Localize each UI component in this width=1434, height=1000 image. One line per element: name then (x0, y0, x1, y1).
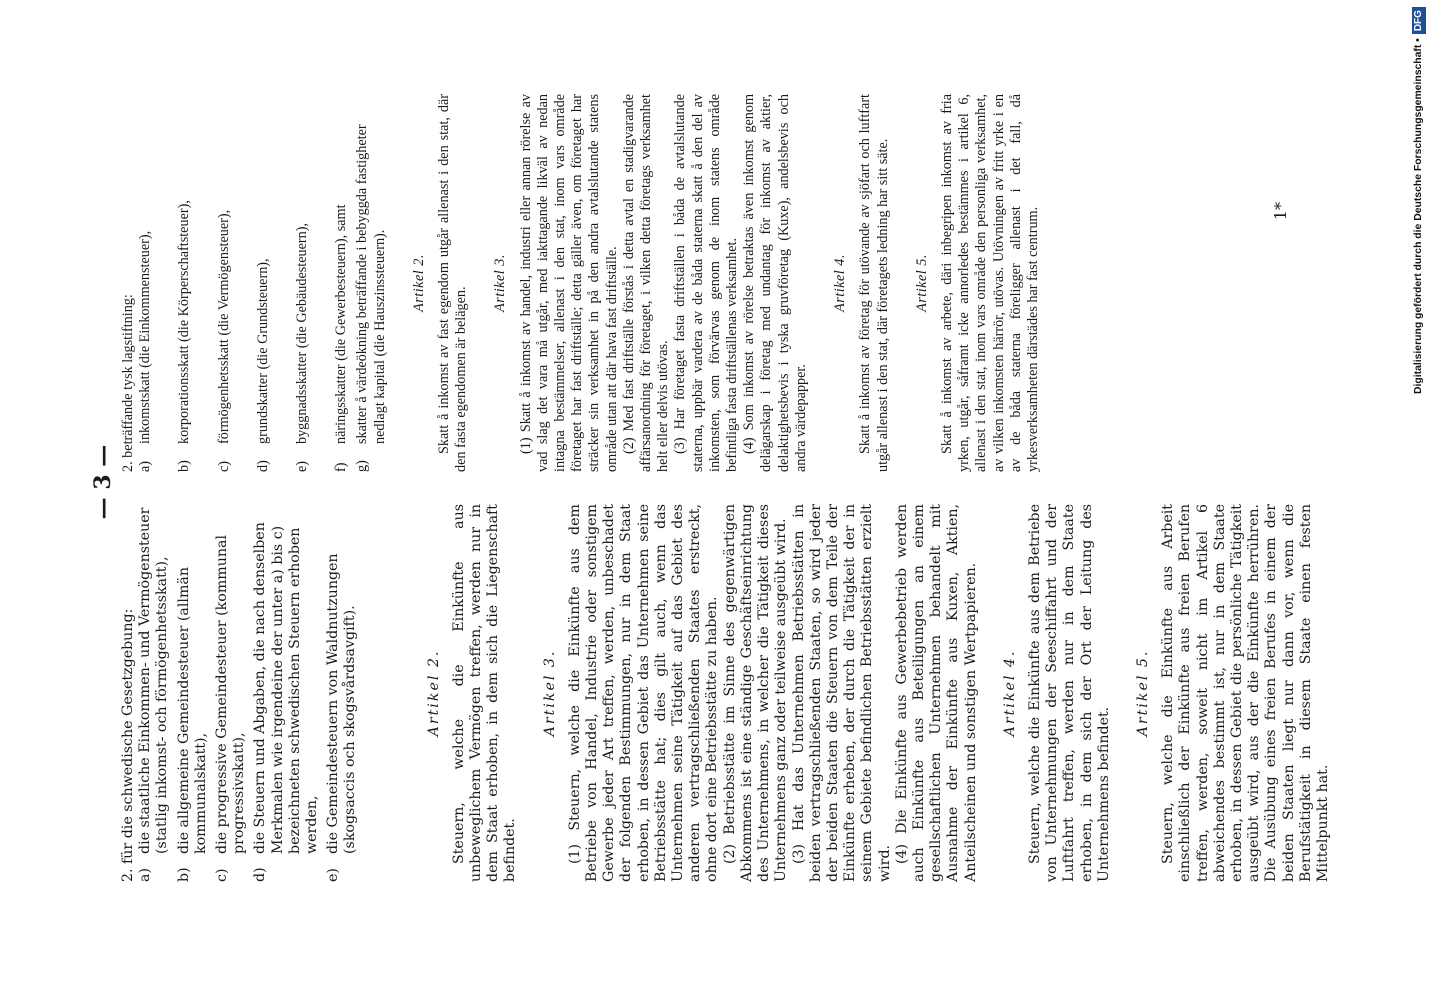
german-item-e (325, 504, 359, 882)
page-content (40, 82, 1331, 882)
item-text: die progressive Gemeindesteuer (kommunal progressivskatt), (214, 535, 248, 854)
swedish-item-c (216, 94, 233, 472)
spacer (276, 94, 294, 472)
swedish-item-f (333, 94, 350, 472)
swedish-article-2-heading: Artikel 2. (410, 254, 427, 312)
spacer (198, 94, 216, 472)
item-label: b) (175, 867, 192, 882)
item-label: d) (254, 460, 271, 472)
swedish-article-3-para-2: (2) Med fast driftställe förstås i detta avtal en stadigvarande affärsanordning för företaget, i vilken detta företags verksamhet helt eller delvis utövas. (620, 94, 672, 472)
digitization-notice-text: Digitalisierung gefördert durch die Deutsche Forschungsgemeinschaft • (1413, 38, 1424, 394)
german-column (120, 504, 1332, 882)
page-number: — 3 — (90, 444, 116, 520)
item-text: die staatliche Einkommen- und Vermögensteuer (statlig inkomst- och förmögenhetsskatt), (137, 507, 171, 854)
swedish-item-d (255, 94, 272, 472)
item-text: grundskatter (die Grundsteuern), (254, 258, 271, 444)
german-article-2-text: Steuern, welche die Einkünfte aus unbeweglichem Vermögen treffen, werden nur in dem Staat erhoben, in dem sich die Liegenschaft befindet. (450, 504, 519, 882)
item-text: die Gemeindesteuern von Waldnutzungen (skogsaccis och skogsvårdsavgift). (325, 553, 359, 854)
item-text: die allgemeine Gemeindesteuer (allmän kommunalskatt), (175, 566, 209, 854)
spacer (364, 504, 404, 882)
german-article-4-heading: Artikel 4. (1001, 649, 1018, 737)
item-text: näringsskatter (die Gewerbesteuern), samt (333, 204, 350, 444)
item-label: c) (214, 868, 231, 882)
digitization-notice (1406, 8, 1432, 394)
swedish-article-4-text: Skatt å inkomst av företag för utövande av sjöfart och luftfart utgår allenast i den stat, där företagets ledning har sitt säte. (857, 94, 891, 472)
german-article-3-para-1: (1) Steuern, welche die Einkünfte aus dem Betriebe von Handel, Industrie oder sonstigem Gewerbe jeder Art treffen, werden, unbeschadet der folgenden Bestimmungen, nur in dem Staat erhoben, in dessen Gebiet das Unternehmen seine Betriebsstätte hat; dies gilt auch, wenn das Unternehmen seine Tätigkeit auf das Gebiet des anderen vertragschließenden Staates erstreckt, ohne dort eine Betriebsstätte zu haben. (566, 504, 721, 882)
item-label: d) (252, 867, 269, 882)
dfg-logo: DFG (1412, 7, 1426, 34)
item-text: byggnadsskatter (die Gebäudesteuern), (294, 222, 311, 444)
spacer (237, 94, 255, 472)
swedish-article-3-para-1: (1) Skatt å inkomst av handel, industri eller annan rörelse av vad slag det vara må utgår, med iakttagande likväl av nedan intagna bestämmelser, allenast i den stat, inom vars område företaget har fast driftställe; detta gäller även, om företaget har sträcker sin verksamhet in på den andra avtalslutande statens område utan att där hava fast driftställe. (517, 94, 620, 472)
item-label: c) (215, 460, 232, 472)
german-article-3-para-4: (4) Die Einkünfte aus Gewerbebetrieb werden auch Einkünfte aus Beteiligungen an einem gesellschaftlichen Unternehmen behandelt mit Ausnahme der Einkünfte aus Kuxen, Aktien, Anteilscheinen und sonstigen Wertpapieren. (893, 504, 979, 882)
swedish-article-4-heading: Artikel 4. (832, 254, 849, 312)
item-label: a) (137, 868, 154, 882)
swedish-article-3-para-3: (3) Har företaget fasta driftställen i båda de avtalslutande staterna, uppbär vardera av de båda staterna skatt å den del av inkomsten, som förvärvas genom de inom statens område befintliga fasta driftställenas verksamhet. (672, 94, 741, 472)
item-text: korporationsskatt (die Körperschaftsteuer), (176, 200, 193, 444)
item-text: die Steuern und Abgaben, die nach denselben Merkmalen wie irgendeine der unter a) bis c) bezeichneten schwedischen Steuern erhoben werden, (252, 522, 321, 854)
item-text: skatter å värdeökning beträffande i bebyggda fastigheter nedlagt kapital (die Hauszinssteuern). (354, 124, 388, 444)
item-label: e) (294, 460, 311, 472)
spacer (158, 94, 176, 472)
swedish-article-3-heading: Artikel 3. (492, 254, 509, 312)
german-article-3-para-3: (3) Hat das Unternehmen Betriebsstätten in beiden vertragschließenden Staaten, so wird jeder der beiden Staaten die Steuern von dem Teile der Einkünfte erheben, der durch die Tätigkeit der in seinem Gebiete befindlichen Betriebsstätten erzielt wird. (790, 504, 893, 882)
item-label: b) (176, 460, 193, 472)
german-item-b (176, 504, 210, 882)
footer-mark: 1* (1271, 202, 1290, 221)
swedish-item-g (354, 94, 388, 472)
german-article-5-heading: Artikel 5. (1134, 649, 1151, 737)
item-label: g) (354, 460, 371, 472)
german-article-2-heading: Artikel 2. (425, 649, 442, 737)
item-label: e) (325, 868, 342, 882)
swedish-item-e (294, 94, 311, 472)
item-label: f) (333, 462, 350, 472)
german-item-d (252, 504, 321, 882)
swedish-article-3-para-4: (4) Som inkomst av rörelse betraktas även inkomst genom delägarskap i företag med undantag för inkomst av aktier, delaktighetsbevis i tyska gruvföretag (Kuxe), andelsbevis och andra värdepapper. (741, 94, 809, 472)
german-intro: 2. für die schwedische Gesetzgebung: (120, 608, 136, 882)
german-article-3-para-2: (2) Betriebsstätte im Sinne des gegenwärtigen Abkommens ist eine ständige Geschäftseinrichtung des Unternehmens, in welcher die Tätigkeit dieses Unternehmens ganz oder teilweise ausgeübt wird. (721, 504, 790, 882)
german-article-5-text: Steuern, welche die Einkünfte aus Arbeit einschließlich der Einkünfte aus freien Berufen treffen, werden, soweit nicht im Artikel 6 abweichendes bestimmt ist, nur in dem Staate erhoben, in dessen Gebiet die persönliche Tätigkeit ausgeübt wird, aus der die Einkünfte herrühren. Die Ausübung eines freien Berufes in einem der beiden Staaten liegt nur dann vor, wenn die Berufstätigkeit in diesem Staate einen festen Mittelpunkt hat. (1160, 504, 1331, 882)
german-item-a (137, 504, 171, 882)
swedish-article-5-text: Skatt å inkomst av arbete, däri inbegripen inkomst av fria yrken, utgår, såframt icke annorledes bestämmes i artikel 6, allenast i den stat, inom vars område den personliga verksamhet, av vilken inkomsten härrör, utövas. Utövningen av fritt yrke i en av de båda staterna föreligger allenast i det fall, då yrkesverksamheten därstädes har fast centrum. (938, 94, 1041, 472)
item-label: a) (137, 460, 154, 472)
item-text: förmögenhetsskatt (die Vermögensteuer), (215, 209, 232, 444)
item-text: inkomstskatt (die Einkommensteuer), (137, 230, 154, 444)
swedish-item-a (137, 94, 154, 472)
swedish-intro: 2. beträffande tysk lagstiftning: (120, 294, 136, 472)
german-item-c (214, 504, 248, 882)
digitization-sidebar (1406, 8, 1432, 394)
swedish-article-2-text: Skatt å inkomst av fast egendom utgår allenast i den stat, där den fasta egendomen är belägen. (436, 94, 470, 472)
spacer (315, 94, 333, 472)
german-article-4-text: Steuern, welche die Einkünfte aus dem Betriebe von Unternehmungen der Seeschiffahrt und der Luftfahrt treffen, werden nur in dem Staate erhoben, in dem sich der Ort der Leitung des Unternehmens befindet. (1026, 504, 1112, 882)
swedish-item-b (176, 94, 193, 472)
swedish-article-5-heading: Artikel 5. (913, 254, 930, 312)
swedish-column (120, 94, 1042, 472)
german-article-3-heading: Artikel 3. (541, 649, 558, 737)
